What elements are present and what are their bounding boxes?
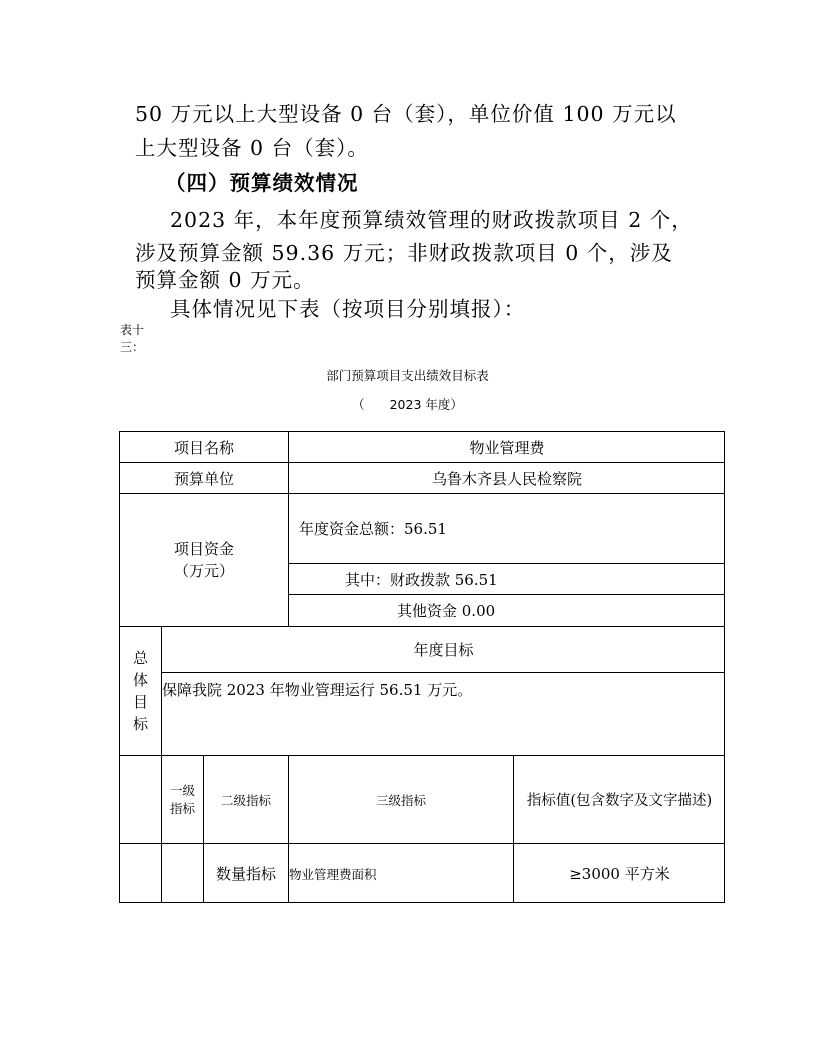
budget-unit-value: 乌鲁木齐县人民检察院 bbox=[288, 462, 725, 493]
header-level3: 三级指标 bbox=[288, 755, 513, 843]
header-level1-line-2: 指标 bbox=[169, 800, 195, 816]
project-funds-label-line-1: 项目资金 bbox=[173, 540, 234, 558]
annual-total-funds: 年度资金总额：56.51 bbox=[288, 493, 725, 563]
paragraph-line-3: 2023 年，本年度预算绩效管理的财政拨款项目 2 个， bbox=[170, 208, 693, 232]
paragraph-line-4: 涉及预算金额 59.36 万元；非财政拨款项目 0 个，涉及 bbox=[135, 241, 673, 265]
performance-goal-table bbox=[119, 431, 725, 903]
project-name-value: 物业管理费 bbox=[288, 431, 725, 462]
paragraph-line-5: 预算金额 0 万元。 bbox=[135, 268, 315, 292]
row-level2: 数量指标 bbox=[203, 843, 288, 903]
project-funds-label-line-2: （万元） bbox=[173, 562, 234, 580]
overall-goal-char-3: 目 bbox=[132, 693, 148, 711]
overall-goal-label bbox=[119, 626, 161, 755]
row-indicator-value: ≥3000 平方米 bbox=[513, 843, 725, 903]
section-heading: （四）预算绩效情况 bbox=[165, 171, 359, 195]
header-indicator-value: 指标值(包含数字及文字描述) bbox=[513, 755, 725, 843]
indicator-blank-cell bbox=[119, 755, 161, 843]
table-label-line-1: 表十 bbox=[120, 323, 145, 337]
table-year: （ 2023 年度） bbox=[352, 397, 463, 412]
annual-goal-text: 保障我院 2023 年物业管理运行 56.51 万元。 bbox=[161, 672, 725, 755]
paragraph-line-2: 上大型设备 0 台（套）。 bbox=[135, 136, 369, 160]
other-funds: 其他资金 0.00 bbox=[288, 594, 725, 626]
project-name-label: 项目名称 bbox=[119, 431, 288, 462]
budget-unit-label: 预算单位 bbox=[119, 462, 288, 493]
row-level1-cell bbox=[161, 843, 203, 903]
header-level2: 二级指标 bbox=[203, 755, 288, 843]
header-level1 bbox=[161, 755, 203, 843]
fiscal-funds: 其中：财政拨款 56.51 bbox=[288, 563, 725, 594]
overall-goal-char-4: 标 bbox=[132, 715, 148, 733]
paragraph-line-6: 具体情况见下表（按项目分别填报）： bbox=[170, 297, 526, 321]
project-funds-label bbox=[119, 493, 288, 626]
table-title: 部门预算项目支出绩效目标表 bbox=[326, 368, 489, 383]
header-level1-line-1: 一级 bbox=[169, 782, 195, 798]
row-level3: 物业管理费面积 bbox=[288, 843, 513, 903]
table-label-line-2: 三： bbox=[120, 340, 145, 354]
overall-goal-char-1: 总 bbox=[132, 649, 148, 667]
overall-goal-char-2: 体 bbox=[132, 671, 148, 689]
paragraph-line-1: 50 万元以上大型设备 0 台（套），单位价值 100 万元以 bbox=[135, 102, 677, 126]
annual-goal-header: 年度目标 bbox=[161, 626, 725, 672]
row-blank-cell-1 bbox=[119, 843, 161, 903]
